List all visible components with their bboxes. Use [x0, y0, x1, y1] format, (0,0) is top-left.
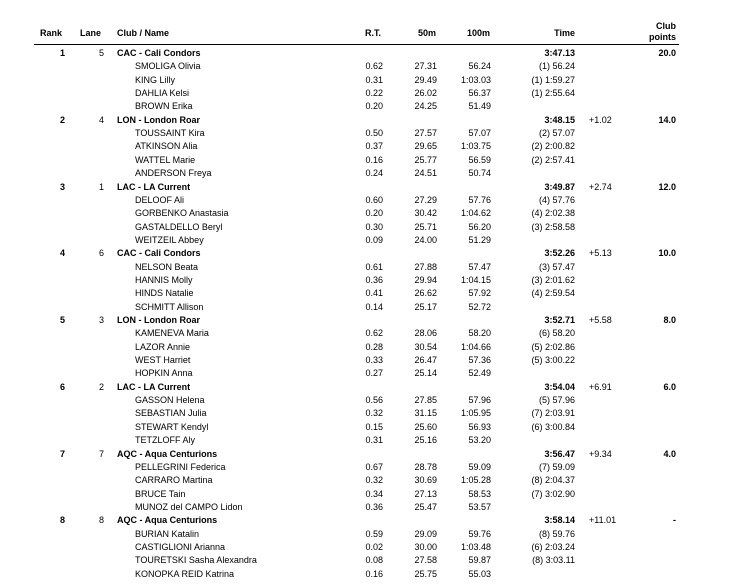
header-100m: 100m: [467, 28, 491, 38]
swimmer-name: TETZLOFF Aly: [135, 435, 196, 446]
swimmer-100m: 57.36: [468, 355, 491, 366]
swimmer-name: CASTIGLIONI Arianna: [135, 541, 226, 552]
team-lane: 2: [98, 381, 104, 392]
swimmer-name: BURIAN Katalin: [135, 528, 200, 539]
swimmer-50m: 25.60: [414, 421, 437, 432]
swimmer-50m: 30.00: [414, 541, 437, 552]
swimmer-name: ANDERSON Freya: [135, 168, 212, 179]
swimmer-name: BRUCE Tain: [135, 488, 186, 499]
swimmer-rt: 0.59: [365, 528, 383, 539]
swimmer-rt: 0.31: [365, 74, 383, 85]
swimmer-rt: 0.24: [365, 168, 383, 179]
swimmer-50m: 29.65: [414, 141, 437, 152]
team-time: 3:49.87: [544, 181, 575, 192]
swimmer-50m: 27.57: [414, 128, 437, 139]
team-lane: 1: [98, 181, 104, 192]
swimmer-name: GASSON Helena: [135, 395, 205, 406]
swimmer-split: (2) 57.07: [538, 128, 575, 139]
swimmer-50m: 25.71: [414, 221, 437, 232]
swimmer-rt: 0.61: [365, 261, 383, 272]
swimmer-split: (1) 56.24: [538, 61, 575, 72]
swimmer-100m: 1:04.66: [460, 341, 491, 352]
header-50m: 50m: [418, 28, 437, 38]
swimmer-name: PELLEGRINI Federica: [135, 461, 226, 472]
swimmer-rt: 0.37: [365, 141, 383, 152]
swimmer-split: (6) 58.20: [538, 328, 575, 339]
team-diff: +2.74: [589, 181, 612, 192]
swimmer-name: WEITZEIL Abbey: [135, 234, 204, 245]
swimmer-name: WEST Harriet: [135, 355, 191, 366]
swimmer-rt: 0.22: [365, 88, 383, 99]
team-club: LON - London Roar: [117, 315, 200, 325]
swimmer-name: KONOPKA REID Katrina: [135, 568, 235, 579]
swimmer-50m: 25.16: [414, 435, 437, 446]
team-diff: +9.34: [589, 448, 612, 459]
swimmer-name: LAZOR Annie: [135, 341, 191, 352]
header-lane: Lane: [80, 28, 102, 38]
swimmer-100m: 50.74: [468, 168, 491, 179]
swimmer-rt: 0.36: [365, 274, 383, 285]
swimmer-rt: 0.67: [365, 461, 383, 472]
swimmer-100m: 56.24: [468, 61, 491, 72]
swimmer-split: (5) 2:02.86: [531, 341, 575, 352]
swimmer-50m: 30.69: [414, 475, 437, 486]
team-diff: +6.91: [589, 381, 612, 392]
swimmer-split: (7) 59.09: [538, 461, 575, 472]
swimmer-50m: 29.49: [414, 74, 437, 85]
swimmer-name: GASTALDELLO Beryl: [135, 221, 223, 232]
team-diff: +5.58: [589, 315, 612, 325]
swimmer-100m: 53.57: [468, 501, 491, 512]
team-lane: 5: [98, 48, 104, 58]
swimmer-split: (5) 57.96: [538, 395, 575, 406]
swimmer-rt: 0.50: [365, 128, 383, 139]
swimmer-100m: 51.29: [468, 234, 491, 245]
team-time: 3:52.71: [544, 315, 575, 325]
swimmer-rt: 0.32: [365, 408, 383, 419]
swimmer-rt: 0.02: [365, 541, 383, 552]
team-time: 3:47.13: [544, 48, 575, 58]
swimmer-100m: 59.76: [468, 528, 491, 539]
team-time: 3:58.14: [544, 515, 575, 526]
swimmer-split: (3) 57.47: [538, 261, 575, 272]
team-diff: +11.01: [589, 515, 617, 526]
swimmer-100m: 1:04.62: [460, 208, 491, 219]
swimmer-rt: 0.16: [365, 154, 383, 165]
team-lane: 7: [98, 448, 104, 459]
team-club: LAC - LA Current: [117, 181, 191, 192]
swimmer-split: (2) 2:00.82: [531, 141, 575, 152]
team-time: 3:54.04: [544, 381, 575, 392]
header-rule: [34, 44, 679, 45]
swimmer-100m: 1:03.03: [460, 74, 491, 85]
swimmer-100m: 57.96: [468, 395, 491, 406]
swimmer-name: TOURETSKI Sasha Alexandra: [135, 555, 257, 566]
swimmer-100m: 56.59: [468, 154, 491, 165]
swimmer-100m: 53.20: [468, 435, 491, 446]
swimmer-50m: 30.54: [414, 341, 437, 352]
swimmer-100m: 57.47: [468, 261, 491, 272]
swimmer-50m: 30.42: [414, 208, 437, 219]
swimmer-100m: 1:05.28: [460, 475, 491, 486]
swimmer-split: (8) 59.76: [538, 528, 575, 539]
team-lane: 6: [98, 248, 104, 259]
swimmer-split: (7) 2:03.91: [531, 408, 575, 419]
swimmer-split: (8) 3:03.11: [532, 555, 575, 566]
swimmer-100m: 57.92: [468, 288, 491, 299]
swimmer-split: (4) 2:02.38: [531, 208, 575, 219]
swimmer-rt: 0.15: [365, 421, 383, 432]
swimmer-split: (6) 3:00.84: [531, 421, 575, 432]
swimmer-100m: 59.09: [468, 461, 491, 472]
swimmer-100m: 1:03.75: [460, 141, 491, 152]
swimmer-rt: 0.60: [365, 194, 383, 205]
swimmer-split: (4) 57.76: [538, 194, 575, 205]
swimmer-split: (4) 2:59.54: [531, 288, 575, 299]
swimmer-50m: 31.15: [414, 408, 437, 419]
header-time: Time: [554, 28, 575, 38]
swimmer-100m: 1:05.95: [460, 408, 491, 419]
swimmer-rt: 0.33: [365, 355, 383, 366]
swimmer-50m: 28.06: [414, 328, 437, 339]
swimmer-split: (1) 2:55.64: [531, 88, 575, 99]
swimmer-split: (2) 2:57.41: [531, 154, 575, 165]
team-diff: +1.02: [589, 114, 612, 125]
team-club: CAC - Cali Condors: [117, 48, 201, 58]
swimmer-split: (7) 3:02.90: [531, 488, 575, 499]
team-rank: 5: [59, 315, 65, 325]
swimmer-rt: 0.41: [365, 288, 383, 299]
team-rank: 3: [59, 181, 65, 192]
swimmer-name: KAMENEVA Maria: [135, 328, 209, 339]
swimmer-50m: 27.31: [414, 61, 437, 72]
swimmer-100m: 58.20: [468, 328, 491, 339]
team-points: -: [673, 515, 676, 526]
team-points: 14.0: [658, 114, 676, 125]
swimmer-name: SCHMITT Allison: [135, 301, 204, 312]
swimmer-name: HOPKIN Anna: [135, 368, 193, 379]
team-diff: +5.13: [589, 248, 612, 259]
team-time: 3:56.47: [544, 448, 575, 459]
swimmer-100m: 52.72: [468, 301, 491, 312]
swimmer-100m: 56.93: [468, 421, 491, 432]
swimmer-rt: 0.32: [365, 475, 383, 486]
team-lane: 3: [98, 315, 104, 325]
swimmer-name: SEBASTIAN Julia: [135, 408, 207, 419]
swimmer-split: (6) 2:03.24: [531, 541, 575, 552]
swimmer-50m: 28.78: [414, 461, 437, 472]
swimmer-100m: 56.37: [468, 88, 491, 99]
swimmer-rt: 0.16: [365, 568, 383, 579]
team-points: 6.0: [663, 381, 676, 392]
swimmer-100m: 52.49: [468, 368, 491, 379]
team-points: 10.0: [658, 248, 676, 259]
swimmer-50m: 27.58: [414, 555, 437, 566]
swimmer-50m: 25.17: [414, 301, 437, 312]
team-points: 20.0: [658, 48, 676, 58]
team-rank: 4: [59, 248, 65, 259]
team-rank: 2: [59, 114, 65, 125]
swimmer-name: CARRARO Martina: [135, 475, 213, 486]
swimmer-50m: 29.09: [414, 528, 437, 539]
swimmer-name: HINDS Natalie: [135, 288, 194, 299]
swimmer-rt: 0.62: [365, 61, 383, 72]
team-lane: 4: [98, 114, 104, 125]
header-club-points-2: points: [649, 32, 676, 42]
team-club: LON - London Roar: [117, 114, 200, 125]
team-rank: 7: [59, 448, 65, 459]
swimmer-rt: 0.34: [365, 488, 383, 499]
swimmer-rt: 0.28: [365, 341, 383, 352]
swimmer-100m: 51.49: [468, 101, 491, 112]
swimmer-name: DAHLIA Kelsi: [135, 88, 190, 99]
swimmer-50m: 25.47: [414, 501, 437, 512]
team-club: LAC - LA Current: [117, 381, 191, 392]
swimmer-name: GORBENKO Anastasia: [135, 208, 229, 219]
swimmer-rt: 0.20: [365, 101, 383, 112]
team-points: 12.0: [658, 181, 676, 192]
swimmer-name: DELOOF Ali: [135, 194, 185, 205]
header-club-name: Club / Name: [117, 28, 170, 38]
swimmer-name: ATKINSON Alia: [135, 141, 198, 152]
swimmer-rt: 0.20: [365, 208, 383, 219]
team-lane: 8: [98, 515, 104, 526]
swimmer-rt: 0.09: [365, 234, 383, 245]
team-time: 3:48.15: [544, 114, 575, 125]
swimmer-100m: 59.87: [468, 555, 491, 566]
swimmer-split: (3) 2:01.62: [531, 274, 575, 285]
swimmer-50m: 25.14: [414, 368, 437, 379]
header-rank: Rank: [40, 28, 63, 38]
swimmer-split: (8) 2:04.37: [531, 475, 575, 486]
swimmer-50m: 24.51: [414, 168, 437, 179]
team-rank: 8: [59, 515, 65, 526]
team-club: AQC - Aqua Centurions: [117, 515, 218, 526]
team-time: 3:52.26: [544, 248, 575, 259]
swimmer-rt: 0.08: [365, 555, 383, 566]
swimmer-50m: 26.47: [414, 355, 437, 366]
team-rank: 6: [59, 381, 65, 392]
swimmer-100m: 1:03.48: [460, 541, 491, 552]
swimmer-name: HANNIS Molly: [135, 274, 193, 285]
swimmer-rt: 0.36: [365, 501, 383, 512]
swimmer-rt: 0.27: [365, 368, 383, 379]
swimmer-rt: 0.56: [365, 395, 383, 406]
swimmer-50m: 26.62: [414, 288, 437, 299]
header-rt: R.T.: [365, 28, 382, 38]
swimmer-100m: 55.03: [468, 568, 491, 579]
swimmer-name: BROWN Erika: [135, 101, 193, 112]
swimmer-50m: 27.88: [414, 261, 437, 272]
team-rank: 1: [59, 48, 65, 58]
swimmer-50m: 25.75: [414, 568, 437, 579]
swimmer-50m: 24.00: [414, 234, 437, 245]
swimmer-50m: 24.25: [414, 101, 437, 112]
swimmer-50m: 25.77: [414, 154, 437, 165]
team-points: 8.0: [663, 315, 676, 325]
swimmer-100m: 1:04.15: [460, 274, 491, 285]
swimmer-name: STEWART Kendyl: [135, 421, 209, 432]
swimmer-50m: 27.29: [414, 194, 437, 205]
team-club: AQC - Aqua Centurions: [117, 448, 218, 459]
swimmer-50m: 26.02: [414, 88, 437, 99]
swimmer-100m: 57.76: [468, 194, 491, 205]
swimmer-50m: 27.13: [414, 488, 437, 499]
swimmer-split: (3) 2:58.58: [531, 221, 575, 232]
swimmer-split: (1) 1:59.27: [531, 74, 575, 85]
swimmer-name: NELSON Beata: [135, 261, 199, 272]
team-club: CAC - Cali Condors: [117, 248, 201, 259]
swimmer-100m: 58.53: [468, 488, 491, 499]
swimmer-rt: 0.31: [365, 435, 383, 446]
swimmer-rt: 0.30: [365, 221, 383, 232]
swimmer-50m: 27.85: [414, 395, 437, 406]
swimmer-50m: 29.94: [414, 274, 437, 285]
swimmer-name: SMOLIGA Olivia: [135, 61, 201, 72]
header-club-points-1: Club: [656, 21, 676, 31]
swimmer-split: (5) 3:00.22: [531, 355, 575, 366]
swimmer-name: TOUSSAINT Kira: [135, 128, 205, 139]
team-points: 4.0: [663, 448, 676, 459]
swimmer-100m: 56.20: [468, 221, 491, 232]
swimmer-name: KING Lilly: [135, 74, 176, 85]
swimmer-100m: 57.07: [468, 128, 491, 139]
swimmer-rt: 0.14: [365, 301, 383, 312]
swimmer-name: MUNOZ del CAMPO Lidon: [135, 501, 243, 512]
swimmer-name: WATTEL Marie: [135, 154, 196, 165]
swimmer-rt: 0.62: [365, 328, 383, 339]
